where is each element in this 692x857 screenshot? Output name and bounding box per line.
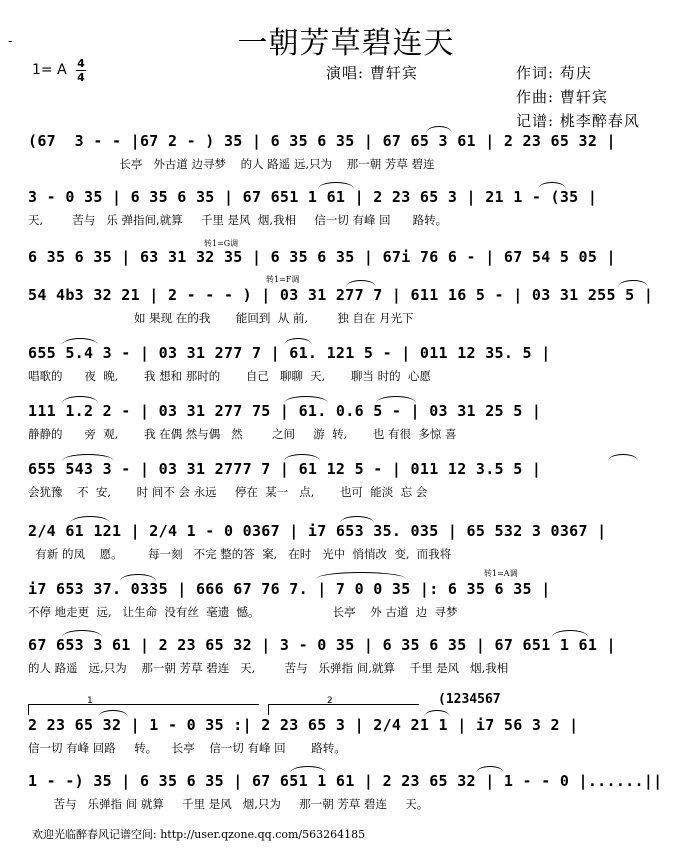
time-signature-bottom: 4 (77, 71, 85, 84)
volta-number: 2 (327, 696, 333, 706)
modulation-mark: 转1=A调 (484, 569, 518, 578)
tie-mark (376, 396, 416, 403)
tie-mark (346, 280, 376, 287)
tie-mark (426, 126, 452, 133)
notation-line: 2/4 61 121 | 2/4 1 - 0 0367 | i7 653 35. 035 | 65 532 3 0367 | (28, 522, 607, 540)
song-title: 一朝芳草碧连天 (237, 26, 455, 61)
tie-mark (70, 516, 110, 523)
volta-number: 1 (87, 696, 93, 706)
lyric-line: 信一切 有峰 回路 转。 长亭 信一切 有峰 回 路转。 (28, 741, 346, 755)
tie-mark (340, 516, 374, 523)
tie-mark (62, 630, 102, 637)
lyric-line: 不停 地走更 远, 让生命 没有丝 毫遗 憾。 长亭 外 古道 边 寻梦 (28, 605, 458, 619)
tie-mark (618, 280, 648, 287)
notation-line: 2 23 65 32 | 1 - 0 35 :| 2 23 65 3 | 2/4 21 1 | i7 56 3 2 | (28, 716, 579, 734)
notation-line: (67 3 - - |67 2 - ) 35 | 6 35 6 35 | 67 65 3 61 | 2 23 65 32 | (28, 132, 616, 150)
tie-mark (284, 338, 312, 345)
singer-credit: 演唱: 曹轩宾 (326, 64, 418, 82)
notation-line: 655 5.4 3 - | 03 31 277 7 | 61. 121 5 - | 011 12 35. 5 | (28, 344, 551, 362)
tie-mark (284, 396, 328, 403)
notation-line: 655 543 3 - | 03 31 2777 7 | 61 12 5 - | 011 12 3.5 5 | (28, 460, 542, 478)
notation-line: 67 653 3 61 | 2 23 65 32 | 3 - 0 35 | 6 35 6 35 | 67 651 1 61 | (28, 636, 616, 654)
modulation-mark: 转1=F调 (266, 275, 300, 284)
notation-line: i7 653 37. 0335 | 666 67 76 7. | 7 0 0 35 |: 6 35 6 35 | (28, 580, 551, 598)
notation-line: 6 35 6 35 | 63 31 32 35 | 6 35 6 35 | 67i 76 6 - | 67 54 5 05 | (28, 248, 616, 266)
tie-mark (284, 454, 320, 461)
time-signature-top: 4 (77, 57, 85, 70)
notation-line: 1 - -) 35 | 6 35 6 35 | 67 651 1 61 | 2 23 65 32 | 1 - - 0 |......|| (28, 772, 663, 790)
tie-mark (608, 454, 638, 461)
notation-line: 3 - 0 35 | 6 35 6 35 | 67 651 1 61 | 2 23 65 3 | 21 1 - (35 | (28, 188, 598, 206)
volta-bracket-1 (28, 696, 259, 715)
tie-mark (476, 766, 504, 773)
lyric-line: 天, 苦与 乐 弹指间,就算 千里 是风 烟,我相 信一切 有峰 回 路转。 (28, 213, 448, 227)
lyric-line: 如 果现 在的我 能回到 从 前, 独 自在 月光下 (28, 311, 414, 325)
tie-mark (98, 710, 128, 717)
lyric-line: 苦与 乐弹指 间 就算 千里 是风 烟,只为 那一朝 芳草 碧连 天。 (28, 797, 429, 811)
tie-mark (62, 454, 114, 461)
tie-mark (552, 630, 588, 637)
footer-credit: 欢迎光临醉春风记谱空间: http://user.qzone.qq.com/563264185 (32, 828, 366, 841)
tie-mark (290, 766, 326, 773)
modulation-mark: 转1=G调 (204, 239, 239, 248)
tie-mark (318, 182, 354, 189)
time-signature (76, 58, 86, 83)
tie-mark (120, 574, 156, 581)
transcriber-credit: 记谱: 桃李醉春风 (516, 112, 640, 130)
margin-dash: - (8, 34, 13, 48)
composer-credit: 作曲: 曹轩宾 (516, 88, 608, 106)
lyric-line: 唱歌的 夜 晚, 我 想和 那时的 自己 聊聊 天, 聊当 时的 心愿 (28, 369, 431, 383)
volta-bracket-2 (268, 696, 419, 715)
lyric-line: 静静的 旁 观, 我 在偶 然与偶 然 之间 游 转, 也 有很 多惊 喜 (28, 427, 457, 441)
scale-run: (1234567 (438, 692, 501, 707)
tie-mark (424, 710, 450, 717)
lyricist-credit: 作词: 苟庆 (516, 64, 592, 82)
tie-mark (538, 182, 566, 189)
key-signature: 1= A (32, 62, 67, 78)
tie-mark (62, 396, 98, 403)
lyric-line: 有新 的凤 愿。 每一刻 不完 整的答 案, 在时 光中 悄悄改 变, 而我将 (28, 547, 452, 561)
notation-line: 54 4b3 32 21 | 2 - - - ) | 03 31 277 7 | 611 16 5 - | 03 31 255 5 | (28, 286, 654, 304)
notation-line: 111 1.2 2 - | 03 31 277 75 | 61. 0.6 5 - | 03 31 25 5 | (28, 402, 542, 420)
lyric-line: 长亭 外古道 边寻梦 的人 路遥 远,只为 那一朝 芳草 碧连 (28, 157, 435, 171)
lyric-line: 会犹豫 不 安, 时 间不 会 永远 停在 某一 点, 也可 能淡 忘 会 (28, 485, 428, 499)
tie-mark (316, 572, 406, 579)
lyric-line: 的人 路遥 远,只为 那一朝 芳草 碧连 天, 苦与 乐弹指 间,就算 千里 是风 烟,我相 (28, 661, 509, 675)
tie-mark (62, 338, 98, 345)
